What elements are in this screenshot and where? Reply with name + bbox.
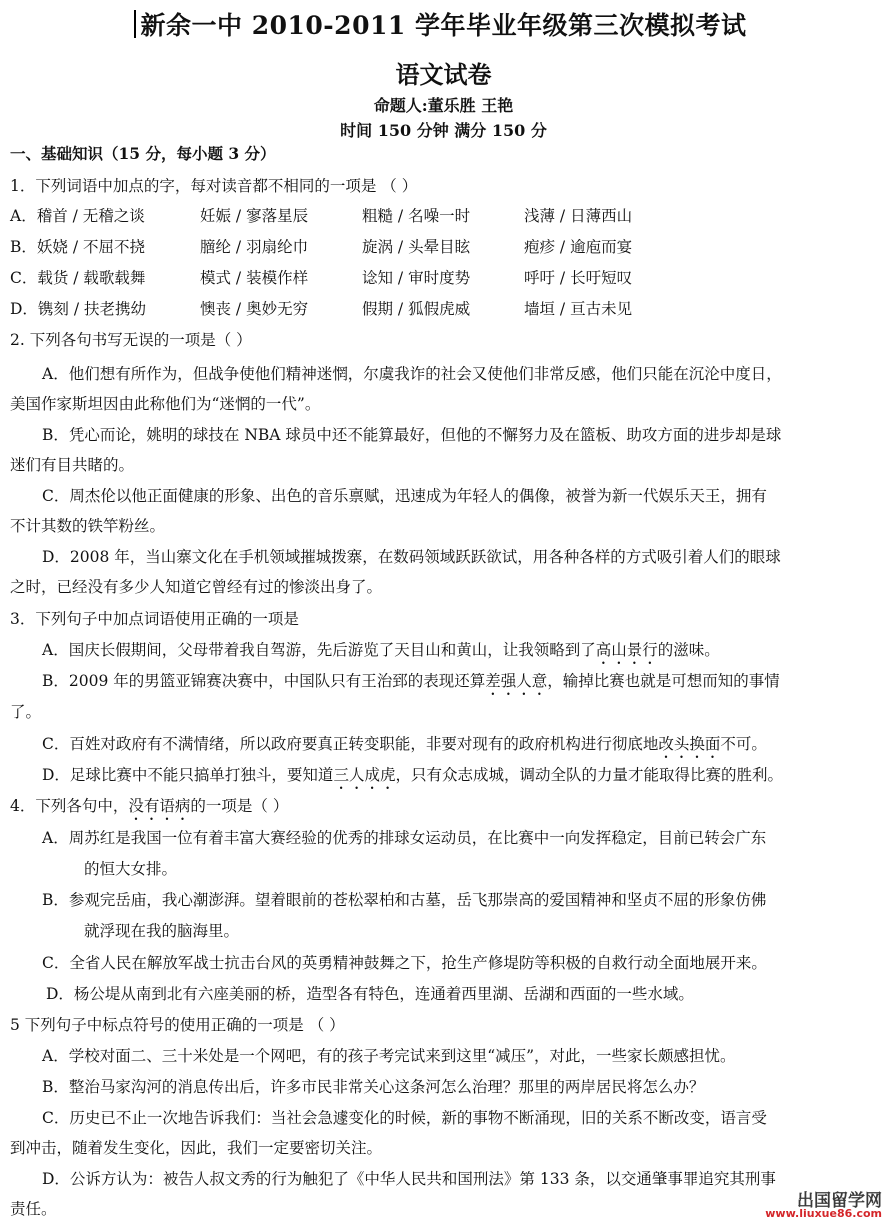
q1-c-pair-3: 谂知 / 审时度势 <box>362 269 471 287</box>
q2-option-b-line-2: 迷们有目共睹的。 <box>10 456 135 474</box>
q5-option-c-line-2: 到冲击，随着发生变化，因此，我们一定要密切关注。 <box>10 1139 383 1157</box>
watermark-url: www.liuxue86.com <box>765 1207 882 1220</box>
q1-b-pair-1: B．妖娆 / 不屈不挠 <box>10 238 145 256</box>
q2-option-c-line-1: C．周杰伦以他正面健康的形象、出色的音乐禀赋，迅速成为年轻人的偶像，被誉为新一代娱乐天王，拥有 <box>42 487 767 505</box>
q1-c-pair-2: 模式 / 装模作样 <box>200 269 309 287</box>
q3-a-text-end: 的滋味。 <box>657 641 720 659</box>
q2-option-b-line-1: B．凭心而论，姚明的球技在 NBA 球员中还不能算最好，但他的不懈努力及在篮板、助攻方面的进步却是球 <box>42 426 782 444</box>
q3-b-text-end: ，输掉比赛也就是可想而知的事情 <box>547 672 780 690</box>
watermark-name: 出国留学网 <box>797 1191 882 1211</box>
q2-option-a-line-1: A．他们想有所作为，但战争使他们精神迷惘，尔虞我诈的社会又使他们非常反感，他们只能在沉沦中度日， <box>42 365 782 383</box>
q3-c-text-end: 不可。 <box>720 735 767 753</box>
q2-option-d-line-1: D．2008 年，当山寨文化在手机领域摧城拨寨，在数码领域跃跃欲试，用各种各样的方式吸引着人们的眼球 <box>42 548 781 566</box>
q4-option-b-line-2: 就浮现在我的脑海里。 <box>84 922 240 940</box>
q4-stem-text: 4．下列各句中， <box>10 797 129 815</box>
exam-title: 新余一中 2010-2011 学年毕业年级第三次模拟考试 <box>140 11 747 40</box>
q2-option-d-line-2: 之时，已经没有多少人知道它曾经有过的惨淡出身了。 <box>10 578 383 596</box>
q1-stem: 1．下列词语中加点的字，每对读音都不相同的一项是 （ ） <box>10 177 418 195</box>
q3-option-c <box>42 734 767 762</box>
q3-d-text-end: ，只有众志成城，调动全队的力量才能取得比赛的胜利。 <box>395 766 783 784</box>
q3-c-dotted-term: 改头换面 <box>658 735 721 753</box>
q5-stem: 5 下列句子中标点符号的使用正确的一项是 （ ） <box>10 1016 345 1034</box>
q4-option-d: D．杨公堤从南到北有六座美丽的桥，造型各有特色，连通着西里湖、岳湖和西面的一些水域。 <box>46 985 694 1003</box>
q5-option-d-line-1: D．公诉方认为：被告人叔文秀的行为触犯了《中华人民共和国刑法》第 133 条，以交通肇事罪追究其刑事 <box>42 1170 776 1188</box>
q3-option-b-line-2: 了。 <box>10 703 42 721</box>
q5-option-b: B．整治马家沟河的消息传出后，许多市民非常关心这条河怎么治理？那里的两岸居民将怎么办？ <box>42 1078 705 1096</box>
q5-option-a: A．学校对面二、三十米处是一个网吧，有的孩子考完试来到这里“减压”，对此，一些家长颇感担忧。 <box>42 1047 736 1065</box>
q1-a-pair-3: 粗糙 / 名噪一时 <box>362 207 471 225</box>
q4-option-c: C．全省人民在解放军战士抗击台风的英勇精神鼓舞之下，抢生产修堤防等积极的自救行动全面地展开来。 <box>42 954 767 972</box>
q4-option-b-line-1: B．参观完岳庙，我心潮澎湃。望着眼前的苍松翠柏和古墓，岳飞那崇高的爱国精神和坚贞不屈的形象仿佛 <box>42 891 767 909</box>
q4-option-a-line-2: 的恒大女排。 <box>84 860 178 878</box>
q1-d-pair-2: 懊丧 / 奥妙无穷 <box>200 300 309 318</box>
q3-option-d <box>42 765 783 793</box>
q1-b-pair-3: 旋涡 / 头晕目眩 <box>362 238 471 256</box>
q1-d-pair-4: 墙垣 / 亘古未见 <box>524 300 633 318</box>
q1-d-pair-1: D．镌刻 / 扶老携幼 <box>10 300 147 318</box>
q1-c-pair-4: 呼吁 / 长吁短叹 <box>524 269 633 287</box>
q3-b-dotted-term: 差强人意 <box>485 672 548 690</box>
q1-d-pair-3: 假期 / 狐假虎威 <box>362 300 471 318</box>
q3-a-dotted-term: 高山景行 <box>595 641 658 659</box>
q2-stem: 2. 下列各句书写无误的一项是（ ） <box>10 331 252 349</box>
q1-b-pair-4: 疱疹 / 逾庖而宴 <box>524 238 633 256</box>
exam-time-score: 时间 150 分钟 满分 150 分 <box>340 121 547 140</box>
q3-stem: 3．下列句子中加点词语使用正确的一项是 <box>10 610 299 628</box>
q3-a-text: A．国庆长假期间，父母带着我自驾游，先后游览了天目山和黄山，让我领略到了 <box>42 641 596 659</box>
exam-subtitle: 语文试卷 <box>395 60 492 89</box>
q2-option-a-line-2: 美国作家斯坦因由此称他们为“迷惘的一代”。 <box>10 395 321 413</box>
q3-d-dotted-term: 三人成虎 <box>333 766 396 784</box>
q4-stem <box>10 796 288 824</box>
site-watermark <box>736 1186 882 1222</box>
q1-c-pair-1: C．载货 / 载歌载舞 <box>10 269 146 287</box>
q1-a-pair-2: 妊娠 / 寥落星辰 <box>200 207 309 225</box>
q4-option-a-line-1: A．周苏红是我国一位有着丰富大赛经验的优秀的排球女运动员，在比赛中一向发挥稳定，目前已转会广东 <box>42 829 767 847</box>
q1-a-pair-4: 浅薄 / 日薄西山 <box>524 207 633 225</box>
q3-d-text: D．足球比赛中不能只搞单打独斗，要知道 <box>42 766 334 784</box>
q1-b-pair-2: 膪纶 / 羽扇纶巾 <box>200 238 309 256</box>
q3-b-text: B．2009 年的男篮亚锦赛决赛中，中国队只有王治郅的表现还算 <box>42 672 486 690</box>
q5-option-c-line-1: C．历史已不止一次地告诉我们：当社会急遽变化的时候，新的事物不断涌现，旧的关系不断改变，语言受 <box>42 1109 767 1127</box>
q3-c-text: C．百姓对政府有不满情绪，所以政府要真正转变职能，非要对现有的政府机构进行彻底地 <box>42 735 659 753</box>
section-heading: 一、基础知识（15 分，每小题 3 分） <box>10 144 276 163</box>
exam-authors: 命题人:董乐胜 王艳 <box>373 96 514 115</box>
q5-option-d-line-2: 责任。 <box>10 1200 57 1218</box>
q3-option-b-line-1 <box>42 671 780 699</box>
q2-option-c-line-2: 不计其数的铁竿粉丝。 <box>10 517 166 535</box>
q1-a-pair-1: A．稽首 / 无稽之谈 <box>10 207 145 225</box>
q3-option-a <box>42 640 720 668</box>
q4-stem-text-end: 的一项是（ ） <box>190 797 289 815</box>
q4-stem-dotted-term: 没有语病 <box>128 797 191 815</box>
